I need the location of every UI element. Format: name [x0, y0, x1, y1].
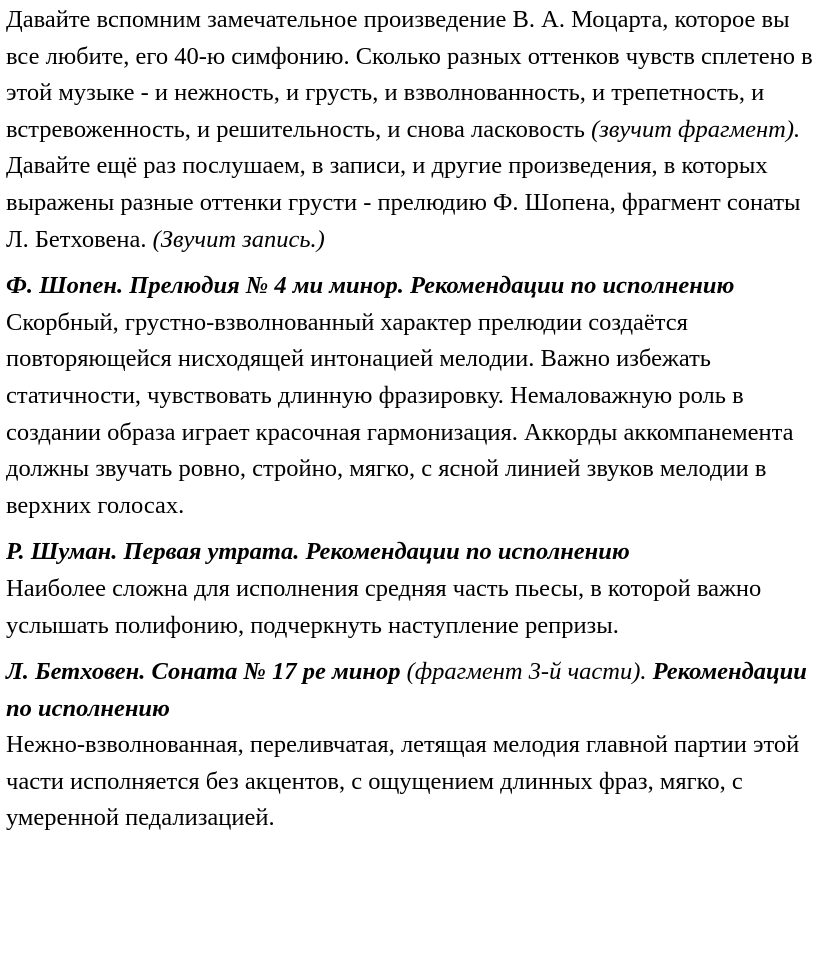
intro-stage-note-1: (звучит фрагмент). [591, 115, 801, 143]
chopin-heading: Ф. Шопен. Прелюдия № 4 ми минор. Рекомендации по исполнению [6, 272, 735, 300]
intro-text-1: Давайте вспомним замечательное произведение В. А. Моцарта, которое вы все любите, его 40-ю симфонию. Сколько разных оттенков чувств сплетено в этой музыке - и нежность, и грусть, и взволнованность, и трепетность, и встревоженность, и решительность, и снова ласковость [6, 6, 813, 143]
intro-paragraph [6, 2, 816, 258]
intro-text-2: Давайте ещё раз послушаем, в записи, и другие произведения, в которых выражены разные оттенки грусти - прелюдию Ф. Шопена, фрагмент сонаты Л. Бетховена. [6, 152, 801, 253]
beethoven-heading-fragment: (фрагмент 3-й части). [400, 658, 647, 686]
beethoven-heading-title: Л. Бетховен. Соната № 17 ре минор [6, 658, 401, 686]
chopin-body: Скорбный, грустно-взволнованный характер прелюдии создаётся повторяющейся нисходящей интонацией мелодии. Важно избежать статичности, чувствовать длинную фразировку. Немаловажную роль в создании образа играет красочная гармонизация. Аккорды аккомпанемента должны звучать ровно, стройно, мягко, с ясной линией звуков мелодии в верхних голосах. [6, 308, 794, 519]
beethoven-heading [6, 654, 816, 727]
beethoven-heading-recommendations: Рекомендации по исполнению [6, 658, 807, 722]
intro-stage-note-2: (Звучит запись.) [152, 225, 325, 253]
beethoven-body: Нежно-взволнованная, переливчатая, летящая мелодия главной партии этой части исполняется без акцентов, с ощущением длинных фраз, мягко, с умеренной педализацией. [6, 731, 800, 832]
schumann-heading: Р. Шуман. Первая утрата. Рекомендации по исполнению [6, 538, 630, 566]
schumann-body: Наиболее сложна для исполнения средняя часть пьесы, в которой важно услышать полифонию, подчеркнуть наступление репризы. [6, 574, 762, 639]
